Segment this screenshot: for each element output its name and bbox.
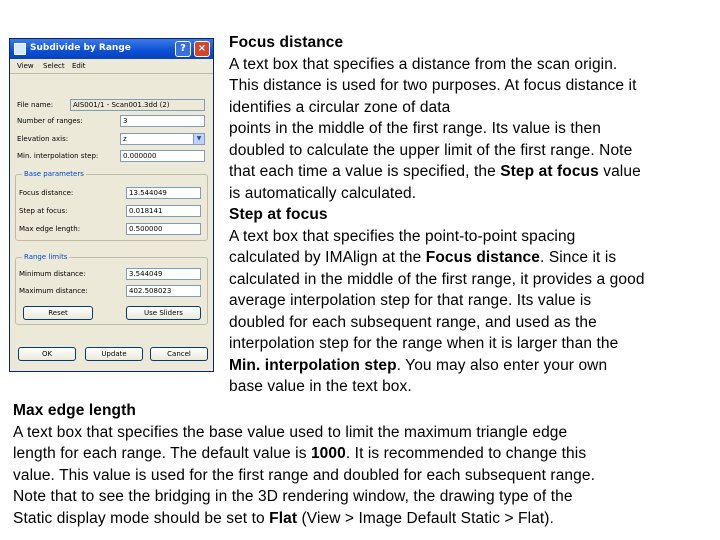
text-line: A text box that specifies the point-to-point spacing xyxy=(229,227,576,245)
menu-bar xyxy=(10,59,213,74)
base-parameters-title: Base parameters xyxy=(24,170,84,178)
app-icon xyxy=(14,43,26,55)
step-at-focus-input[interactable]: 0.018141 xyxy=(126,205,201,217)
text-line: that each time a value is specified, the Step at focus value xyxy=(229,163,641,180)
focus-distance-input[interactable]: 13.544049 xyxy=(126,187,201,199)
text-line: points in the middle of the first range. Its value is then xyxy=(229,120,601,137)
range-limits-group xyxy=(15,253,208,325)
max-distance-input[interactable]: 402.508023 xyxy=(126,285,201,297)
min-distance-input[interactable]: 3.544049 xyxy=(126,268,201,280)
help-button[interactable]: ? xyxy=(175,41,191,57)
menu-select[interactable]: Select xyxy=(43,62,65,70)
chevron-down-icon[interactable]: ▼ xyxy=(193,134,204,144)
use-sliders-button[interactable]: Use Sliders xyxy=(126,306,201,320)
step-at-focus-heading: Step at focus xyxy=(229,206,328,223)
max-distance-label: Maximum distance: xyxy=(19,287,88,295)
text-line: calculated by IMAlign at the Focus distance. Since it is xyxy=(229,249,617,266)
range-limits-title: Range limits xyxy=(24,253,68,261)
cancel-button[interactable]: Cancel xyxy=(150,347,208,361)
text-line: average interpolation step for that range. Its value is xyxy=(229,292,592,309)
reset-button[interactable]: Reset xyxy=(23,306,93,320)
text-line: A text box that specifies a distance from the scan origin. xyxy=(229,55,618,73)
file-name-field: AIS001/1 - Scan001.3dd (2) xyxy=(70,99,205,111)
min-distance-label: Minimum distance: xyxy=(19,270,86,278)
subdivide-by-range-dialog xyxy=(9,38,214,372)
min-interp-input[interactable]: 0.000000 xyxy=(120,150,205,162)
file-name-label: File name: xyxy=(17,101,54,109)
text-line: doubled for each subsequent range, and used as the xyxy=(229,313,597,331)
focus-distance-heading: Focus distance xyxy=(229,34,344,51)
num-ranges-label: Number of ranges: xyxy=(17,117,83,125)
text-line: interpolation step for the range when it is larger than the xyxy=(229,335,619,352)
elevation-axis-label: Elevation axis: xyxy=(17,135,69,143)
text-line: identifies a circular zone of data xyxy=(229,98,451,116)
right-description xyxy=(229,32,715,398)
text-line: length for each range. The default value is 1000. It is recommended to change this xyxy=(13,445,587,462)
text-line: Static display mode should be set to Flat (View > Image Default Static > Flat). xyxy=(13,509,554,527)
elevation-axis-value: z xyxy=(123,135,127,143)
text-line: is automatically calculated. xyxy=(229,184,417,202)
dialog-title: Subdivide by Range xyxy=(30,43,131,53)
base-parameters-group xyxy=(15,170,208,241)
update-button[interactable]: Update xyxy=(85,347,143,361)
dialog-titlebar[interactable] xyxy=(10,39,213,59)
text-line: Min. interpolation step. You may also enter your own xyxy=(229,356,608,374)
text-line: A text box that specifies the base value used to limit the maximum triangle edge xyxy=(13,423,568,441)
menu-edit[interactable]: Edit xyxy=(72,62,86,70)
bottom-description xyxy=(13,400,713,529)
max-edge-input[interactable]: 0.500000 xyxy=(126,223,201,235)
min-interp-label: Min. interpolation step: xyxy=(17,152,99,160)
text-line: Note that to see the bridging in the 3D rendering window, the drawing type of the xyxy=(13,488,573,505)
max-edge-label: Max edge length: xyxy=(19,225,81,233)
text-line: This distance is used for two purposes. At focus distance it xyxy=(229,77,637,94)
elevation-axis-select[interactable] xyxy=(120,133,205,145)
ok-button[interactable]: OK xyxy=(18,347,76,361)
text-line: doubled to calculate the upper limit of the first range. Note xyxy=(229,141,633,159)
step-at-focus-label: Step at focus: xyxy=(19,207,68,215)
focus-distance-label: Focus distance: xyxy=(19,189,74,197)
menu-view[interactable]: View xyxy=(17,62,34,70)
text-line: value. This value is used for the first range and doubled for each subsequent range. xyxy=(13,466,595,484)
num-ranges-input[interactable]: 3 xyxy=(120,115,205,127)
max-edge-length-heading: Max edge length xyxy=(13,402,136,419)
close-icon[interactable]: × xyxy=(194,41,210,57)
text-line: calculated in the middle of the first range, it provides a good xyxy=(229,270,645,288)
text-line: base value in the text box. xyxy=(229,378,412,395)
